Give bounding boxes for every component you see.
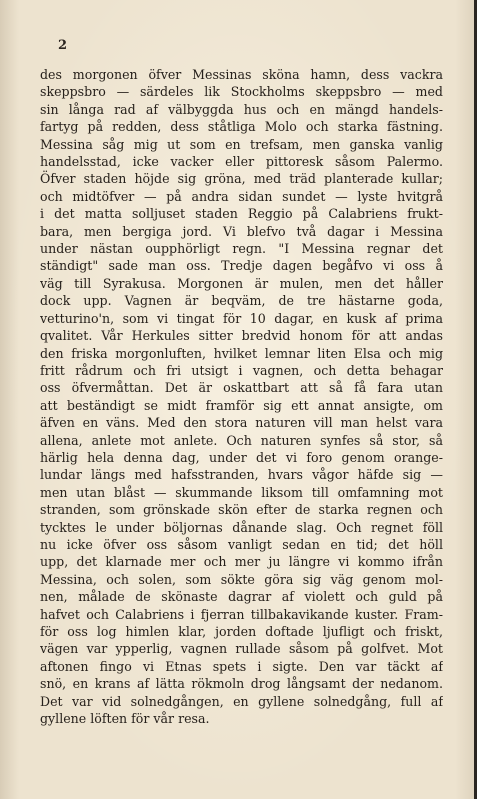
text-line: väg till Syrakusa. Morgonen är mulen, men det håller [40, 275, 443, 291]
text-line: des morgonen öfver Messinas sköna hamn, dess vackra [40, 67, 443, 82]
text-line: Messina, och solen, som sökte göra sig väg genom mol- [40, 571, 443, 587]
text-line: snö, en krans af lätta rökmoln drog långsamt der nedanom. [40, 676, 443, 692]
text-line: vetturino'n, som vi tingat för 10 dagar, en kusk af prima [40, 310, 443, 326]
text-line: sin långa rad af välbyggda hus och en mängd handels- [40, 101, 443, 117]
text-line: upp, det klarnade mer och mer ju längre vi kommo ifrån [40, 554, 443, 570]
text-line: hafvet och Calabriens i fjerran tillbakavikande kuster. Fram- [40, 606, 443, 622]
text-line: att beständigt se midt framför sig ett annat ansigte, om [40, 397, 443, 413]
text-line: oss öfvermåttan. Det är oskattbart att så få fara utan [40, 380, 443, 396]
text-line: nu icke öfver oss såsom vanligt sedan en tid; det höll [40, 536, 443, 552]
text-line: den friska morgonluften, hvilket lemnar liten Elsa och mig [40, 345, 443, 361]
text-line: i det matta solljuset staden Reggio på Calabriens frukt- [40, 206, 443, 222]
text-line: och midtöfver — på andra sidan sundet — lyste hvitgrå [40, 188, 443, 204]
text-line: nen, målade de skönaste dagrar af violett och guld på [40, 589, 443, 605]
text-line: fartyg på redden, dess ståtliga Molo och starka fästning. [40, 119, 443, 135]
body-text [40, 66, 443, 727]
text-line: dock upp. Vagnen är beqväm, de tre hästarne goda, [40, 293, 443, 309]
text-line: vägen var ypperlig, vagnen rullade såsom på golfvet. Mot [40, 641, 443, 657]
text-line: lundar längs med hafsstranden, hvars vågor häfde sig — [40, 467, 443, 483]
text-line: Öfver staden höjde sig gröna, med träd planterade kullar; [40, 171, 443, 187]
text-line: under nästan oupphörligt regn. "I Messina regnar det [40, 241, 443, 257]
text-line: stranden, som grönskade skön efter de starka regnen och [40, 502, 443, 518]
text-line: men utan blåst — skummande liksom till omfamning mot [40, 484, 443, 500]
text-line: fritt rådrum och fri utsigt i vagnen, och detta behagar [40, 362, 443, 378]
text-line: ständigt" sade man oss. Tredje dagen begåfvo vi oss å [40, 258, 443, 274]
text-line: Messina såg mig ut som en trefsam, men ganska vanlig [40, 136, 443, 152]
text-line: härlig hela denna dag, under det vi foro genom orange- [40, 449, 443, 465]
text-line: qvalitet. Vår Herkules sitter bredvid honom för att andas [40, 328, 443, 344]
text-line: skeppsbro — särdeles lik Stockholms skeppsbro — med [40, 84, 443, 100]
text-line: för oss log himlen klar, jorden doftade ljufligt och friskt, [40, 624, 443, 639]
text-line: äfven en väns. Med den stora naturen vill man helst vara [40, 415, 443, 431]
text-line: allena, anlete mot anlete. Och naturen synfes så stor, så [40, 432, 443, 448]
text-line: Det var vid solnedgången, en gyllene solnedgång, full af [40, 693, 443, 709]
text-line: tycktes le under böljornas dånande slag. Och regnet föll [40, 519, 443, 535]
text-line: gyllene löften för vår resa. [40, 711, 210, 727]
text-line: handelsstad, icke vacker eller pittoresk såsom Palermo. [40, 154, 443, 170]
page-number: 2 [58, 38, 68, 53]
text-line: aftonen fingo vi Etnas spets i sigte. Den var täckt af [40, 658, 443, 674]
text-line: bara, men bergiga jord. Vi blefvo två dagar i Messina [40, 223, 443, 239]
